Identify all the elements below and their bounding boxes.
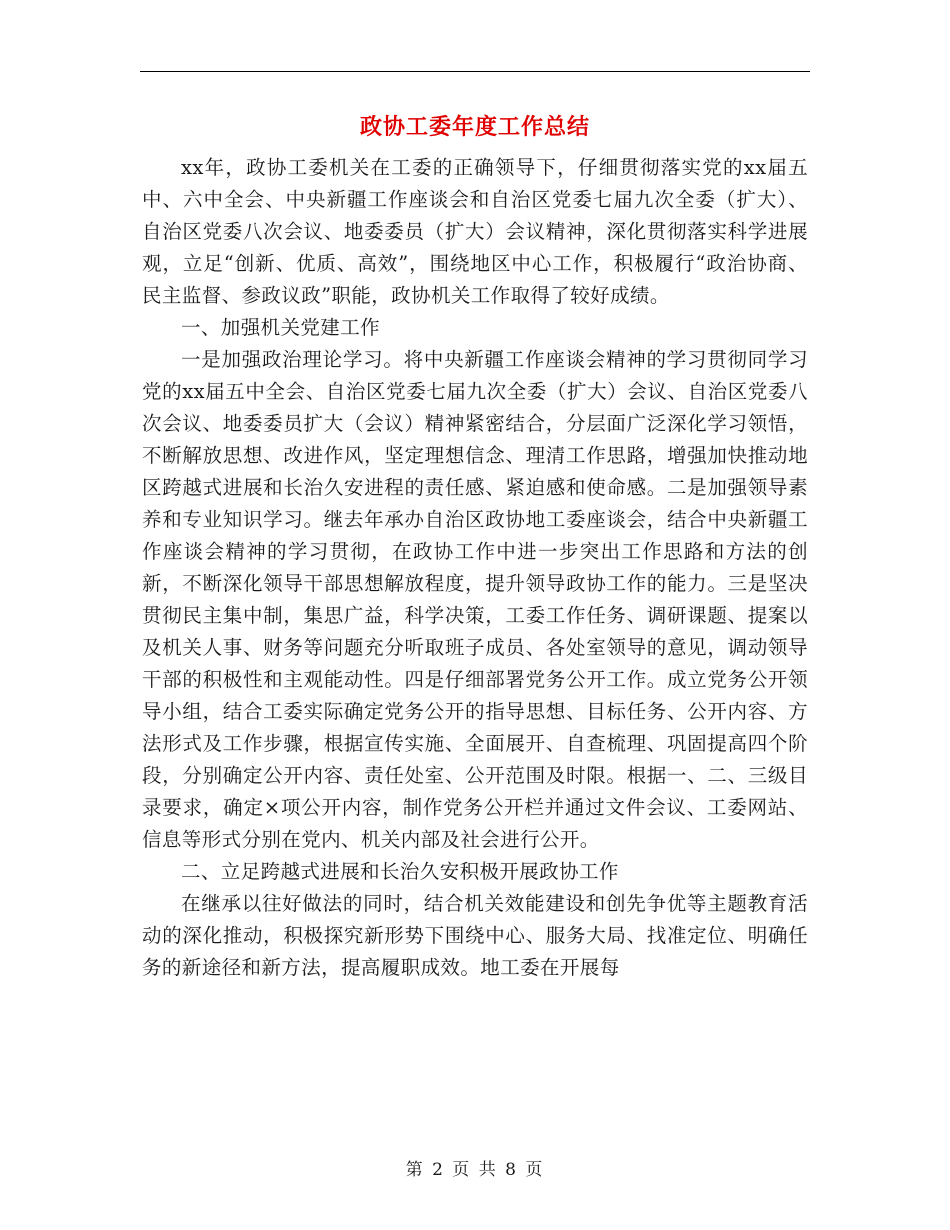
section-heading-1: 一、加强机关党建工作 xyxy=(181,316,381,339)
page-number: 第 2 页 共 8 页 xyxy=(405,1160,545,1180)
section-heading-2: 二、立足跨越式进展和长治久安积极开展政协工作 xyxy=(181,860,619,883)
document-body xyxy=(142,152,808,984)
document-title: 政协工委年度工作总结 xyxy=(359,114,590,140)
paragraph-cppcc-work: 在继承以往好做法的同时，结合机关效能建设和创先争优等主题教育活动的深化推动，积极探究新形势下围绕中心、服务大局、找准定位、明确任务的新途径和新方法，提高履职成效。地工委在开展每 xyxy=(142,892,808,979)
paragraph-intro: xx年，政协工委机关在工委的正确领导下，仔细贯彻落实党的xx届五中、六中全会、中央新疆工作座谈会和自治区党委七届九次全委（扩大）、自治区党委八次会议、地委委员（扩大）会议精神，深化贯彻落实科学进展观，立足“创新、优质、高效”，围绕地区中心工作，积极履行“政治协商、民主监督、参政议政”职能，政协机关工作取得了较好成绩。 xyxy=(142,156,808,307)
paragraph-party-building: 一是加强政治理论学习。将中央新疆工作座谈会精神的学习贯彻同学习党的xx届五中全会、自治区党委七届九次全委（扩大）会议、自治区党委八次会议、地委委员扩大（会议）精神紧密结合，分层面广泛深化学习领悟，不断解放思想、改进作风，坚定理想信念、理清工作思路，增强加快推动地区跨越式进展和长治久安进程的责任感、紧迫感和使命感。二是加强领导素养和专业知识学习。继去年承办自治区政协地工委座谈会，结合中央新疆工作座谈会精神的学习贯彻，在政协工作中进一步突出工作思路和方法的创新，不断深化领导干部思想解放程度，提升领导政协工作的能力。三是坚决贯彻民主集中制，集思广益，科学决策，工委工作任务、调研课题、提案以及机关人事、财务等问题充分听取班子成员、各处室领导的意见，调动领导干部的积极性和主观能动性。四是仔细部署党务公开工作。成立党务公开领导小组，结合工委实际确定党务公开的指导思想、目标任务、公开内容、方法形式及工作步骤，根据宣传实施、全面展开、自查梳理、巩固提高四个阶段，分别确定公开内容、责任处室、公开范围及时限。根据一、二、三级目录要求，确定×项公开内容，制作党务公开栏并通过文件会议、工委网站、信息等形式分别在党内、机关内部及社会进行公开。 xyxy=(142,348,808,851)
header-rule xyxy=(140,71,810,72)
